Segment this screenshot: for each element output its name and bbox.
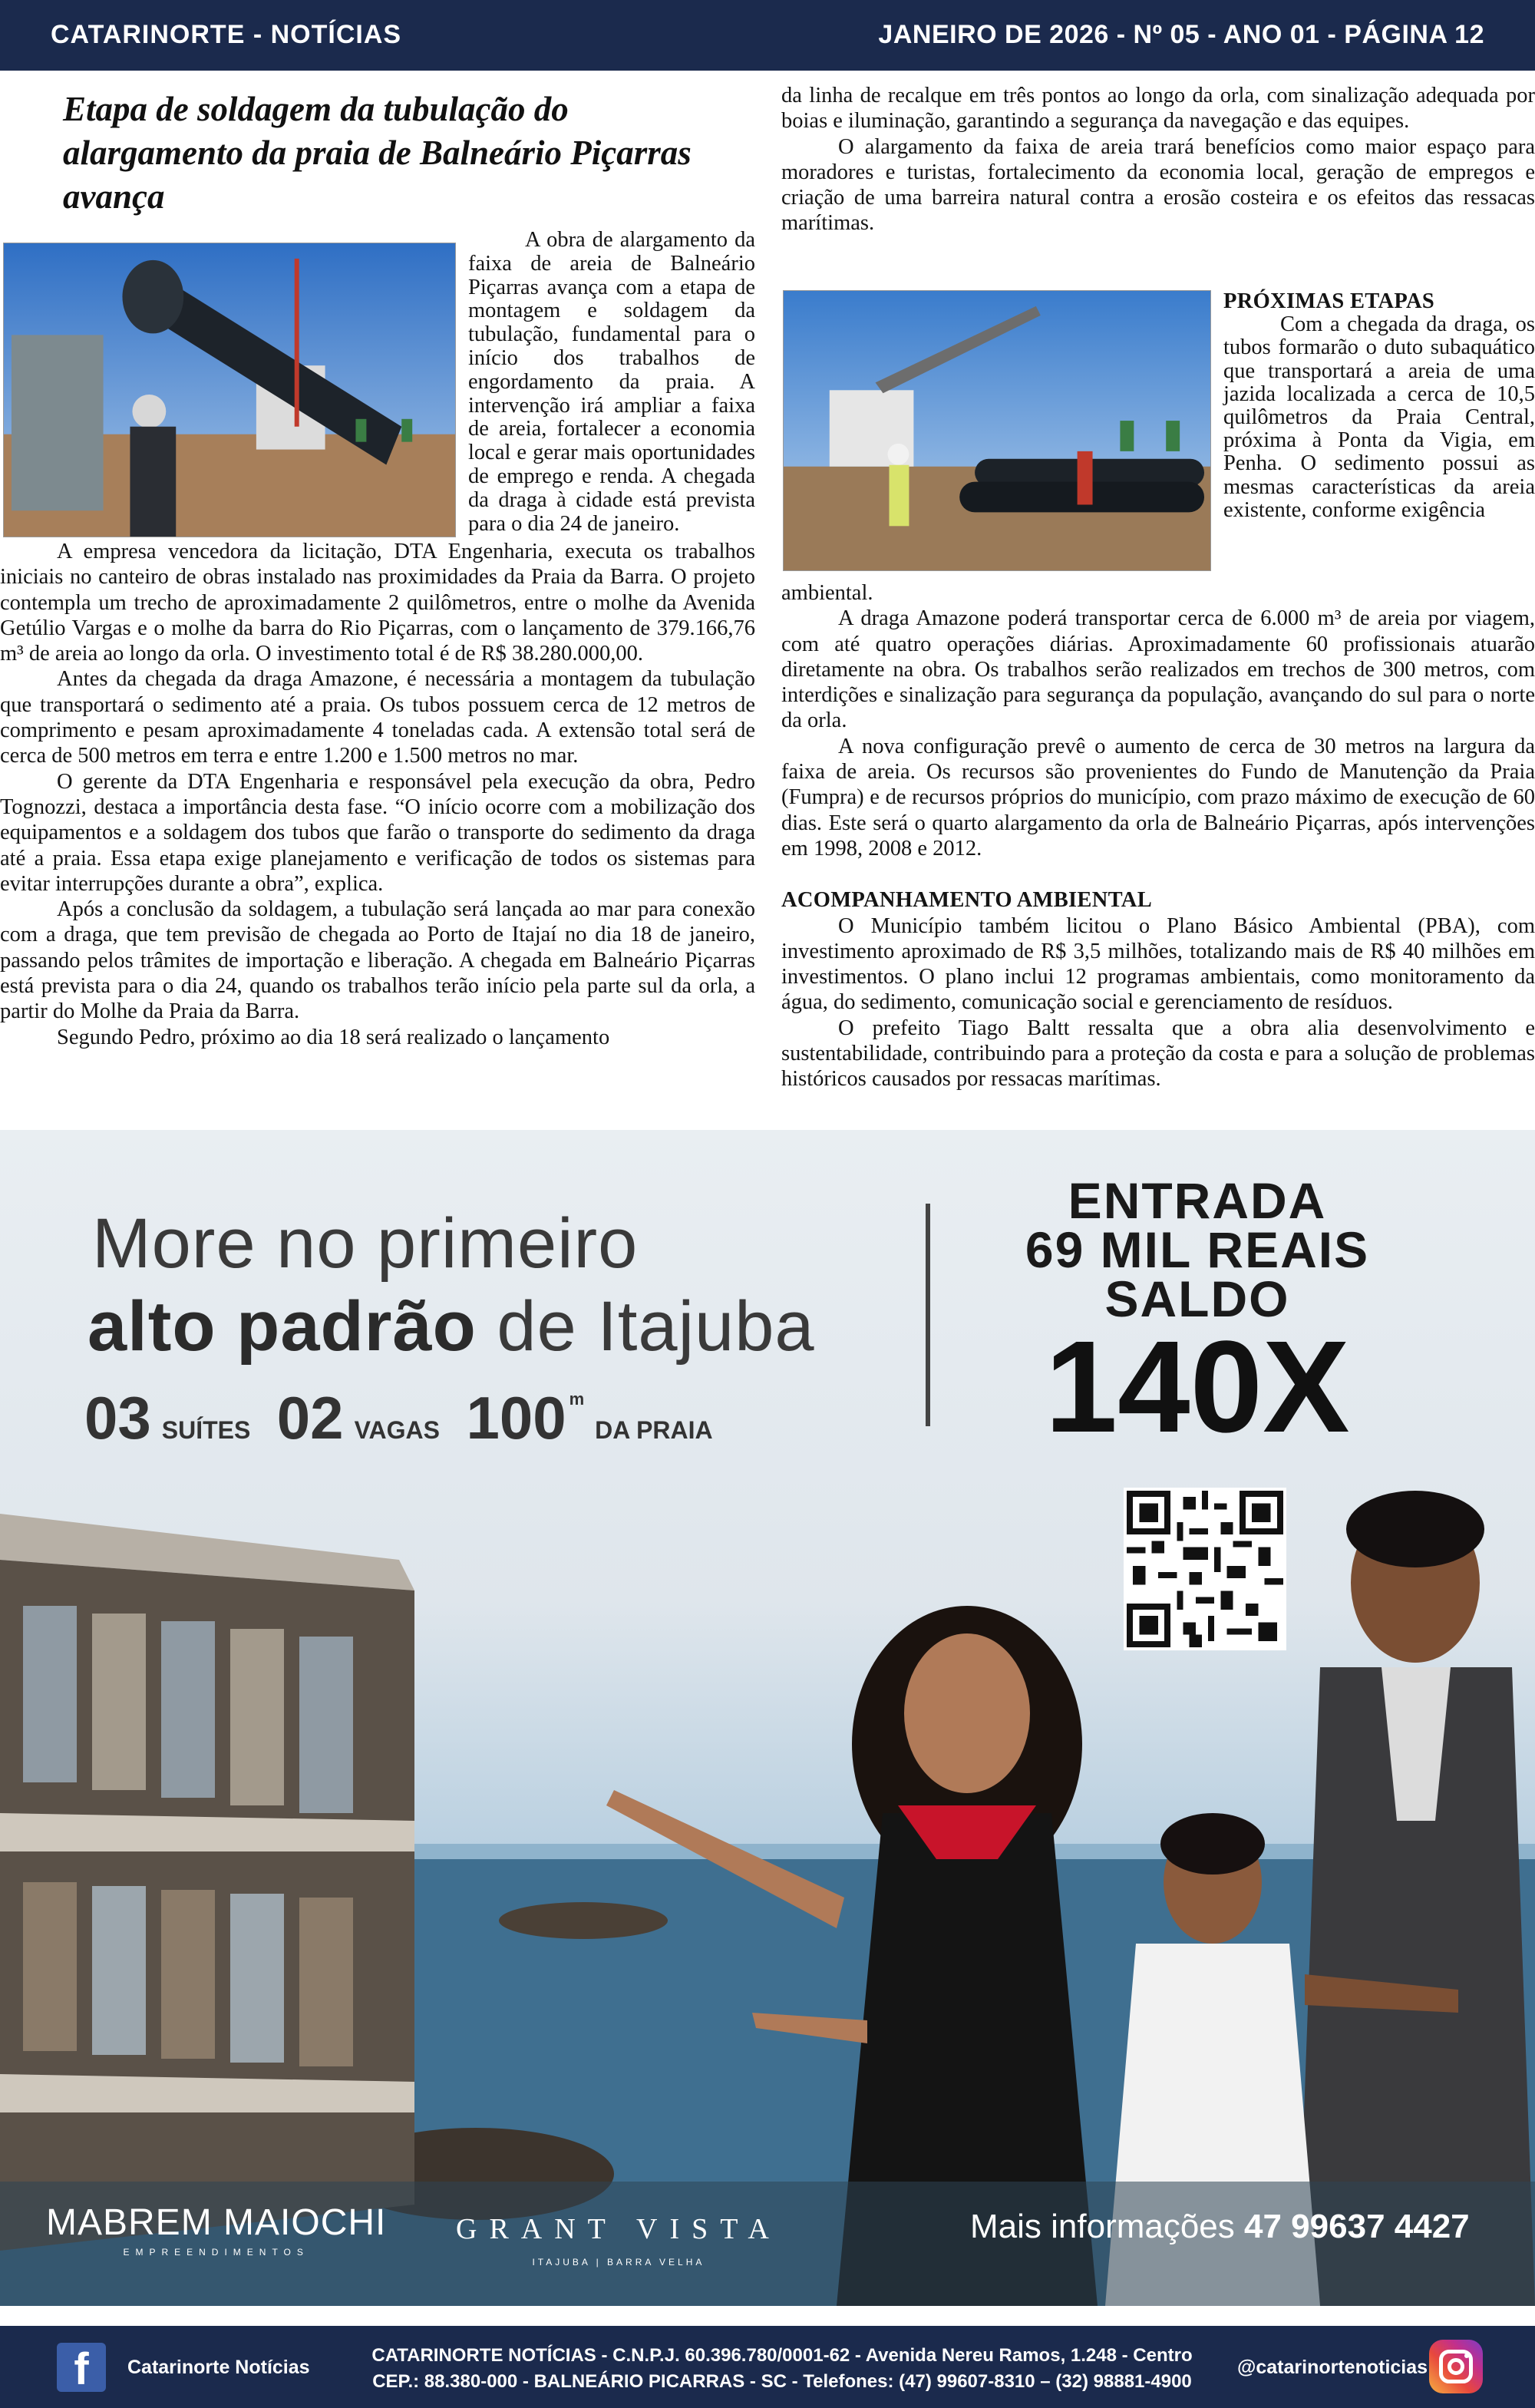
ad-offer: ENTRADA 69 MIL REAIS SALDO (1025, 1172, 1370, 1327)
crane-pipes-photo (783, 290, 1211, 571)
ad-headline-line2: alto padrão de Itajuba (87, 1287, 815, 1366)
paragraph: Após a conclusão da soldagem, a tubulação será lançada ao mar para conexão com a draga, que tem previsão de chegada ao Porto de Itajaí no dia 18 de janeiro, passando pelos trâmites de importação e liberação. A chegada em Balneário Piçarras está prevista para o dia 24, quando os trabalhos terão início pela parte sul da orla, a partir do Molhe da Praia da Barra. (0, 897, 755, 1024)
publication-name: CATARINORTE - NOTÍCIAS (51, 20, 402, 49)
paragraph: Antes da chegada da draga Amazone, é necessária a montagem da tubulação que transportará o sedimento até a praia. Os tubos possuem cerca de 12 metros de comprimento e pesam aproximadamente 4 toneladas cada. A extensão total será de cerca de 500 metros em terra e entre 1.200 e 1.500 metros no mar. (0, 667, 755, 768)
ad-specs: 03 SUÍTES 02 VAGAS 100 $^m$DA PRAIA (84, 1384, 713, 1452)
real-estate-ad (0, 1130, 1535, 2306)
next-steps-section (1223, 290, 1535, 522)
qr-code-icon[interactable] (1124, 1488, 1286, 1650)
paragraph: ambiental. (781, 581, 873, 605)
paragraph: A draga Amazone poderá transportar cerca de 6.000 m³ de areia por viagem, com até quatro operações diárias. Aproximadamente 60 profissionais atuarão diretamente na obra. Os trabalhos serão realizados em trechos de 300 metros, com interdições e sinalização para segurança da população, avançando do sul para o norte da orla. (781, 606, 1535, 733)
paragraph: Segundo Pedro, próximo ao dia 18 será realizado o lançamento (57, 1025, 610, 1049)
article-right-column-top (781, 83, 1535, 236)
publisher-info: CATARINORTE NOTÍCIAS - C.N.P.J. 60.396.780/0001-62 - Avenida Nereu Ramos, 1.248 - Centro CEP.: 88.380-000 - BALNEÁRIO PICARRAS - SC - Telefones: (47) 99607-8310 – (32) 98881-4900 (371, 2345, 1193, 2392)
instagram-icon[interactable] (1429, 2340, 1483, 2393)
section-heading: ACOMPANHAMENTO AMBIENTAL (781, 888, 1153, 913)
paragraph: da linha de recalque em três pontos ao longo da orla, com sinalização adequada por boias e iluminação, garantindo a segurança da navegação e das equipes. (781, 84, 1535, 134)
article-left-column (0, 539, 755, 1050)
article-intro: A obra de alargamento da faixa de areia de Balneário Piçarras avança com a etapa de montagem e soldagem da tubulação, fundamental para o início dos trabalhos de engordamento da praia. A intervenção irá ampliar a faixa de areia, fortalecer a economia local e gerar mais oportunidades de emprego e renda. A chegada da draga à cidade está prevista para o dia 24 de janeiro. (468, 228, 755, 536)
article-title: Etapa de soldagem da tubulação do alargamento da praia de Balneário Piçarras avança (63, 90, 692, 216)
paragraph: O Município também licitou o Plano Básico Ambiental (PBA), com investimento aproximado de R$ 3,5 milhões, totalizando mais de R$ 40 milhões em investimentos. O plano inclui 12 programas ambientais, como monitoramento da água, do sedimento, comunicação social e gerenciamento de resíduos. (781, 913, 1535, 1015)
page-footer (0, 2326, 1535, 2408)
paragraph: A empresa vencedora da licitação, DTA Engenharia, executa os trabalhos iniciais no canteiro de obras instalado nas proximidades da Praia da Barra. O projeto contempla um trecho de aproximadamente 2 quilômetros, entre o molhe da Avenida Getúlio Vargas e o molhe da barra do Rio Piçarras, com o lançamento de 379.166,76 m³ de areia ao longo da orla. O investimento total é de R$ 38.280.000,00. (0, 540, 755, 666)
section-heading: PRÓXIMAS ETAPAS (1223, 289, 1434, 313)
paragraph: O gerente da DTA Engenharia e responsável pela execução da obra, Pedro Tognozzi, destaca a importância desta fase. “O início ocorre com a mobilização dos equipamentos e a soldagem dos tubos que farão o transporte do sedimento da draga até a praia. Essa etapa exige planejamento e verificação de todos os sistemas para evitar interrupções durante a obra”, explica. (0, 769, 755, 896)
ad-installments: 140X (1045, 1314, 1350, 1460)
project-logo: GRANT VISTA ITAJUBA | BARRA VELHA (456, 2213, 781, 2268)
instagram-handle[interactable]: @catarinortenoticias (1237, 2357, 1428, 2378)
facebook-handle[interactable]: Catarinorte Notícias (127, 2357, 310, 2378)
builder-logo: MABREM MAIOCHI EMPREENDIMENTOS (46, 2202, 387, 2258)
ad-headline-line1: More no primeiro (92, 1204, 639, 1283)
article-right-column-bottom (781, 580, 1535, 1092)
paragraph: O alargamento da faixa de areia trará benefícios como maior espaço para moradores e turistas, fortalecimento da economia local, geração de empregos e criação de uma barreira natural contra a erosão costeira e os efeitos das ressacas marítimas. (781, 134, 1535, 236)
pipe-welding-photo (3, 243, 456, 537)
paragraph: Com a chegada da draga, os tubos formarão o duto subaquático que transportará a areia de uma jazida localizada a cerca de 10,5 quilômetros da Praia Central, próxima à Ponta da Vigia, em Penha. O sedimento possui as mesmas características da areia existente, conforme exigência (1223, 312, 1535, 522)
ad-divider (926, 1204, 930, 1426)
paragraph: O prefeito Tiago Baltt ressalta que a obra alia desenvolvimento e sustentabilidade, contribuindo para a proteção da costa e para a solução de problemas históricos causados por ressacas marítimas. (781, 1016, 1535, 1092)
facebook-icon[interactable]: f (57, 2343, 106, 2392)
page-header (0, 0, 1535, 71)
edition-info: JANEIRO DE 2026 - Nº 05 - ANO 01 - PÁGINA 12 (878, 20, 1484, 49)
paragraph: A nova configuração prevê o aumento de cerca de 30 metros na largura da faixa de areia. Os recursos são provenientes do Fundo de Manutenção da Praia (Fumpra) e de recursos próprios do município, com prazo máximo de execução de 60 dias. Este será o quarto alargamento da orla de Balneário Piçarras, após intervenções em 1998, 2008 e 2012. (781, 734, 1535, 860)
ad-contact[interactable]: Mais informações 47 99637 4427 (970, 2208, 1470, 2245)
